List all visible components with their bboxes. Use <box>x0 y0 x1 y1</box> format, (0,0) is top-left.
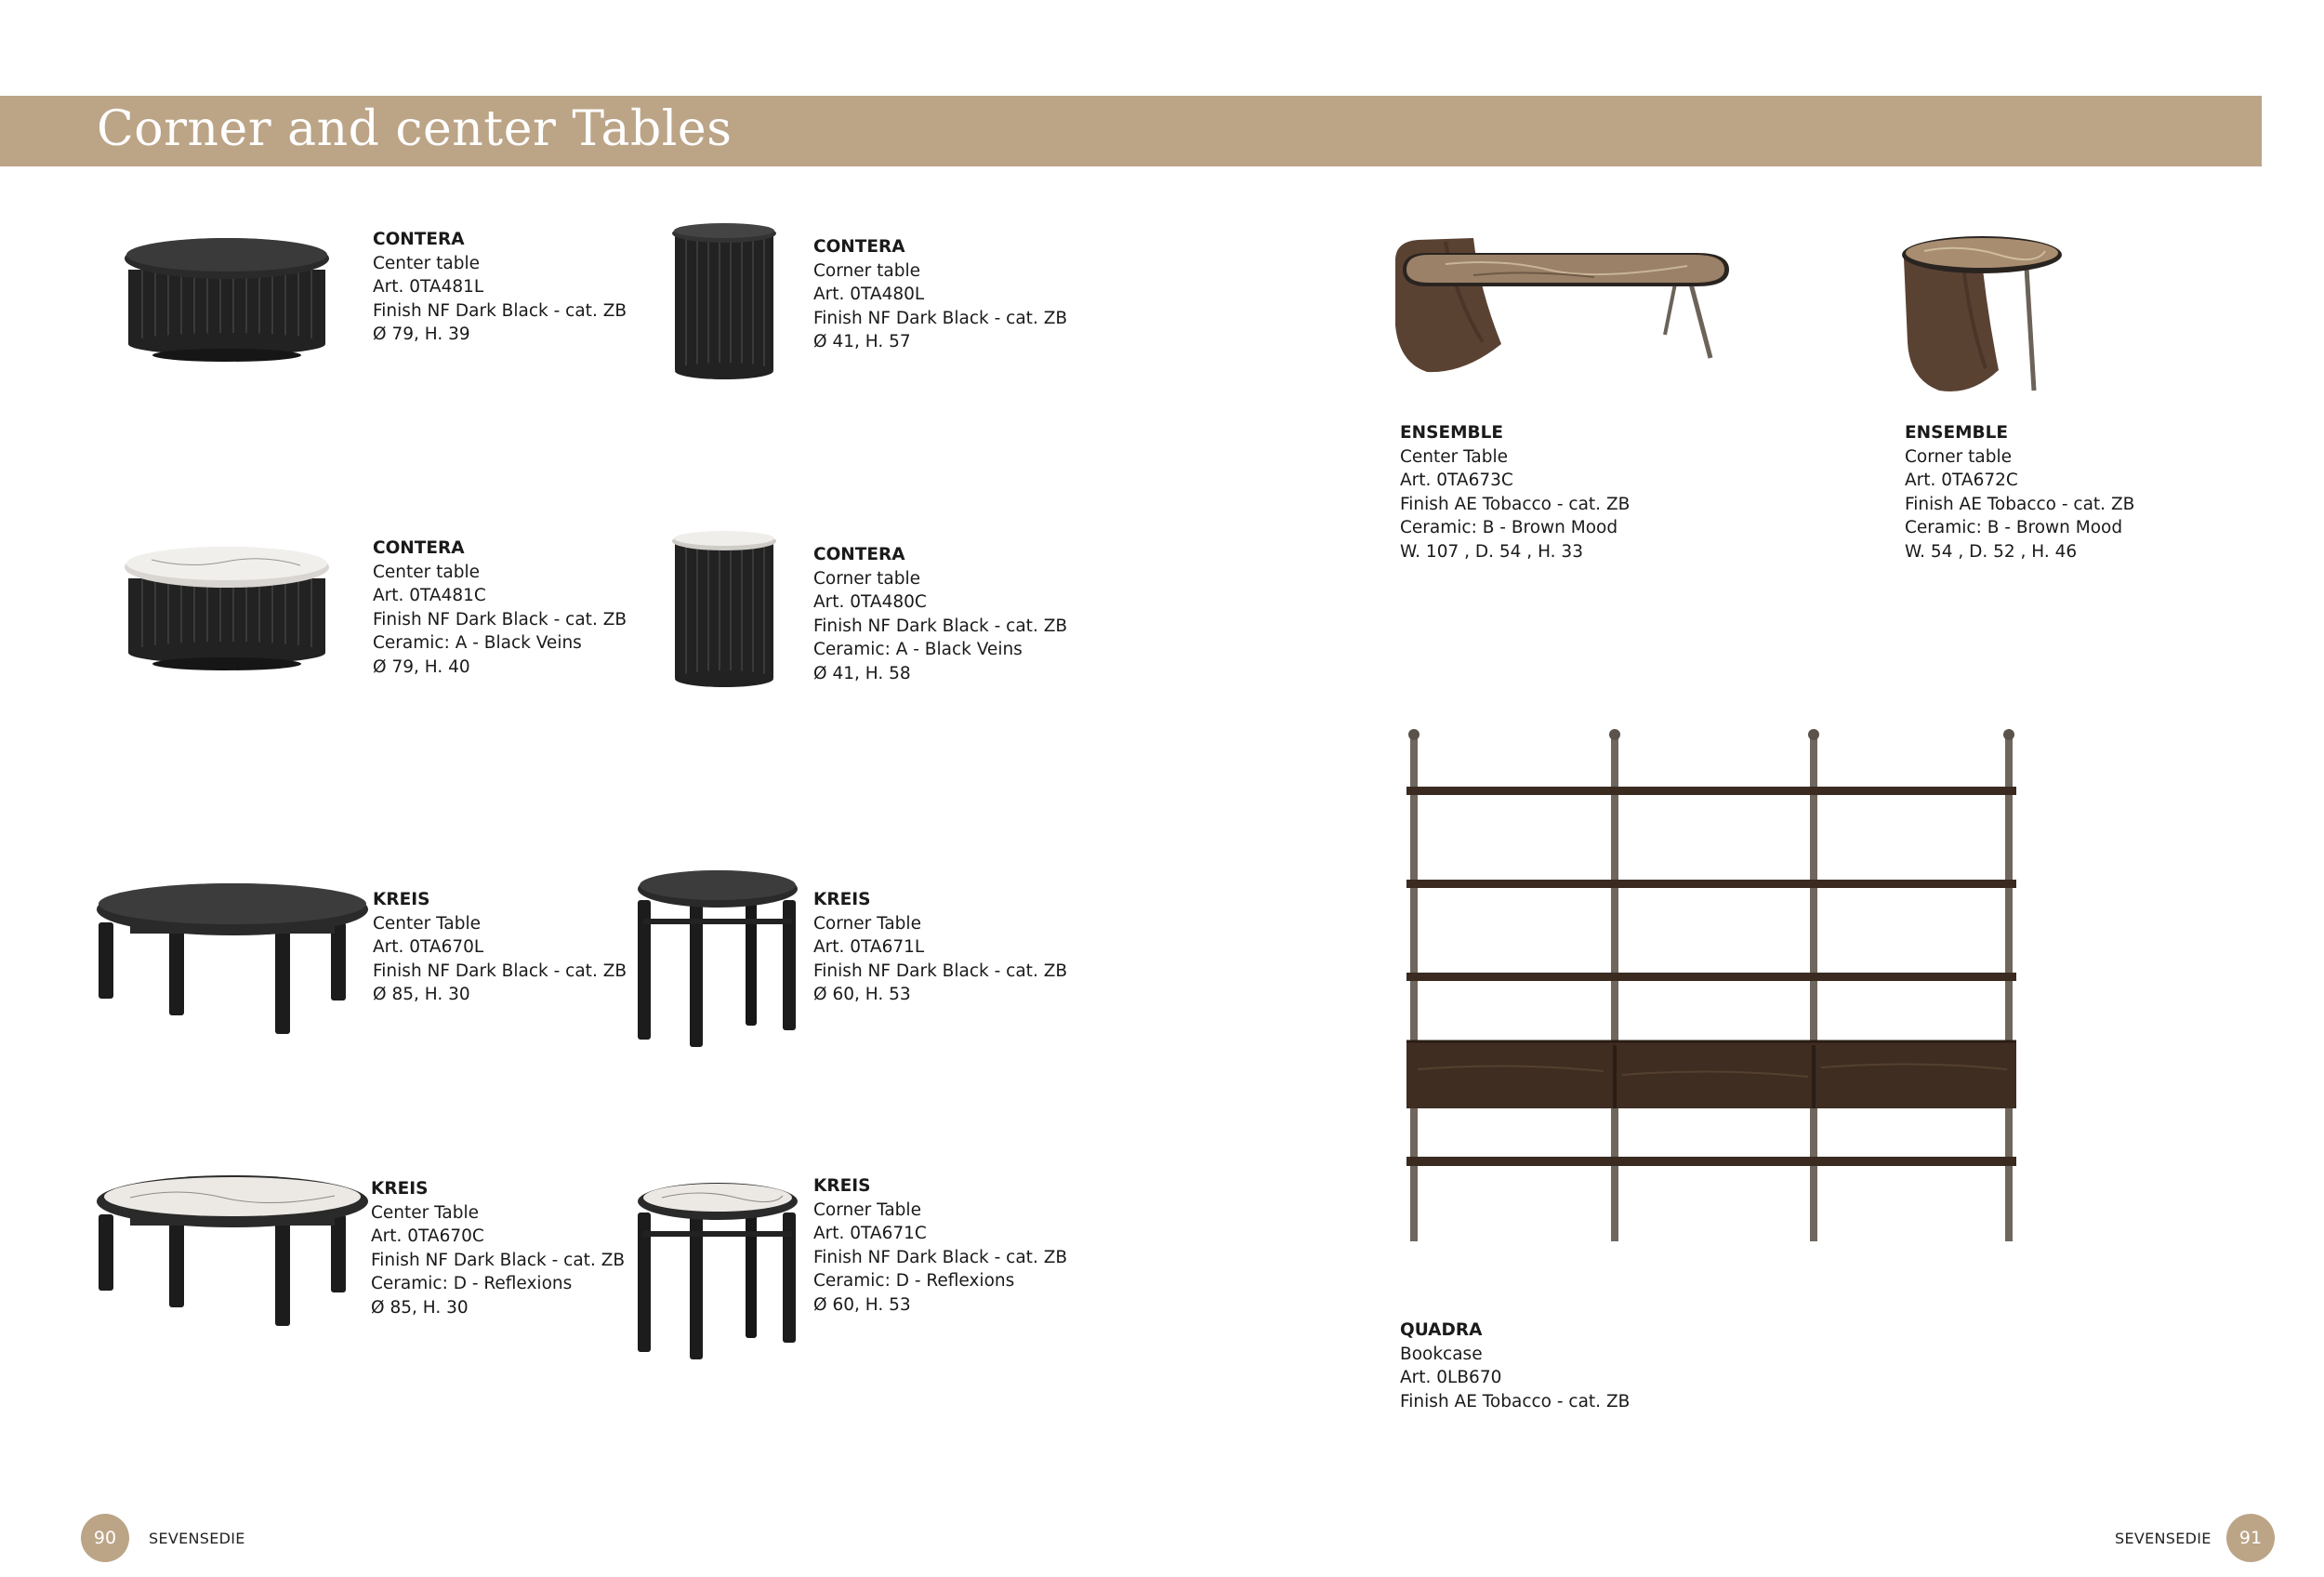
round-fluted-center-table-marble-top-icon <box>124 541 330 671</box>
round-fluted-center-table-black-icon <box>124 232 330 363</box>
product-dimensions: W. 107 , D. 54 , H. 33 <box>1400 541 1583 562</box>
product-article: Art. 0TA480C <box>813 592 927 613</box>
round-four-leg-corner-table-black-icon <box>634 863 801 1049</box>
product-type: Center Table <box>1400 446 1508 467</box>
product-finish: Finish NF Dark Black - cat. ZB <box>373 961 627 981</box>
product-finish: Finish NF Dark Black - cat. ZB <box>813 1247 1068 1267</box>
product-finish: Finish AE Tobacco - cat. ZB <box>1905 494 2135 514</box>
fluted-pedestal-corner-table-marble-top-icon <box>669 528 779 691</box>
product-name: KREIS <box>813 890 871 909</box>
product-info <box>373 888 627 1007</box>
product-name: KREIS <box>813 1176 871 1196</box>
product-info <box>813 888 1067 1007</box>
product-ceramic: Ceramic: B - Brown Mood <box>1905 518 2123 538</box>
product-ceramic: Ceramic: D - Reflexions <box>371 1274 573 1294</box>
product-name: ENSEMBLE <box>1400 423 1504 443</box>
product-info <box>1400 1319 1630 1413</box>
product-info <box>813 543 1067 686</box>
product-name: CONTERA <box>373 230 465 249</box>
product-type: Center table <box>373 253 481 273</box>
product-ceramic: Ceramic: B - Brown Mood <box>1400 518 1618 538</box>
product-type: Corner table <box>1905 446 2012 467</box>
product-dimensions: Ø 79, H. 40 <box>373 656 470 677</box>
product-type: Bookcase <box>1400 1344 1483 1364</box>
product-ceramic: Ceramic: D - Reflexions <box>813 1271 1015 1292</box>
product-type: Center Table <box>373 913 481 934</box>
brand-footer-right: SEVENSEDIE <box>2115 1530 2212 1547</box>
product-info <box>1400 421 1630 564</box>
product-finish: Finish NF Dark Black - cat. ZB <box>813 308 1068 328</box>
product-type: Corner Table <box>813 913 921 934</box>
product-ceramic: Ceramic: A - Black Veins <box>813 640 1023 660</box>
round-four-leg-center-table-ceramic-top-icon <box>93 1170 372 1328</box>
product-article: Art. 0TA481L <box>373 277 484 298</box>
product-article: Art. 0LB670 <box>1400 1368 1502 1388</box>
wall-bookcase-shelves-icon <box>1399 725 2017 1251</box>
product-dimensions: Ø 79, H. 39 <box>373 325 470 345</box>
product-article: Art. 0TA481C <box>373 586 486 606</box>
round-four-leg-center-table-black-icon <box>93 878 372 1036</box>
oval-wood-center-table-stone-top-icon <box>1390 232 1734 381</box>
product-article: Art. 0TA670L <box>373 937 484 958</box>
product-article: Art. 0TA670C <box>371 1226 484 1247</box>
section-banner <box>0 96 2262 166</box>
round-four-leg-corner-table-ceramic-top-icon <box>634 1175 801 1361</box>
product-article: Art. 0TA480L <box>813 285 925 305</box>
product-finish: Finish NF Dark Black - cat. ZB <box>373 609 627 629</box>
product-article: Art. 0TA672C <box>1905 470 2018 491</box>
page-number-left: 90 <box>81 1514 129 1562</box>
product-dimensions: Ø 60, H. 53 <box>813 1294 911 1315</box>
product-info <box>371 1177 625 1320</box>
product-type: Corner table <box>813 568 920 589</box>
product-finish: Finish NF Dark Black - cat. ZB <box>373 300 627 321</box>
product-name: KREIS <box>371 1179 429 1199</box>
product-finish: Finish AE Tobacco - cat. ZB <box>1400 494 1631 514</box>
product-finish: Finish AE Tobacco - cat. ZB <box>1400 1391 1631 1411</box>
page-title: Corner and center Tables <box>97 101 733 157</box>
product-finish: Finish NF Dark Black - cat. ZB <box>813 961 1068 981</box>
product-article: Art. 0TA671C <box>813 1224 927 1244</box>
product-name: CONTERA <box>813 237 905 257</box>
product-type: Center Table <box>371 1202 479 1223</box>
page-number-right: 91 <box>2226 1514 2275 1562</box>
product-dimensions: Ø 85, H. 30 <box>371 1297 469 1318</box>
product-info <box>373 537 627 680</box>
product-dimensions: W. 54 , D. 52 , H. 46 <box>1905 541 2078 562</box>
product-ceramic: Ceramic: A - Black Veins <box>373 633 582 654</box>
product-info <box>373 228 627 347</box>
product-name: CONTERA <box>373 538 465 558</box>
product-finish: Finish NF Dark Black - cat. ZB <box>813 616 1068 636</box>
product-article: Art. 0TA671L <box>813 937 925 958</box>
product-info <box>813 235 1067 354</box>
brand-footer-left: SEVENSEDIE <box>149 1530 245 1547</box>
product-type: Corner Table <box>813 1199 921 1220</box>
product-dimensions: Ø 41, H. 57 <box>813 332 911 352</box>
product-dimensions: Ø 60, H. 53 <box>813 985 911 1005</box>
product-dimensions: Ø 41, H. 58 <box>813 663 911 683</box>
product-info <box>813 1174 1067 1318</box>
product-name: CONTERA <box>813 545 905 564</box>
product-info <box>1905 421 2134 564</box>
product-type: Corner table <box>813 260 920 281</box>
product-finish: Finish NF Dark Black - cat. ZB <box>371 1250 626 1270</box>
product-name: QUADRA <box>1400 1320 1483 1340</box>
product-type: Center table <box>373 562 481 582</box>
product-dimensions: Ø 85, H. 30 <box>373 985 470 1005</box>
product-name: KREIS <box>373 890 430 909</box>
product-article: Art. 0TA673C <box>1400 470 1513 491</box>
round-wood-corner-table-stone-top-icon <box>1896 231 2064 398</box>
fluted-pedestal-corner-table-black-icon <box>669 220 779 383</box>
product-name: ENSEMBLE <box>1905 423 2009 443</box>
